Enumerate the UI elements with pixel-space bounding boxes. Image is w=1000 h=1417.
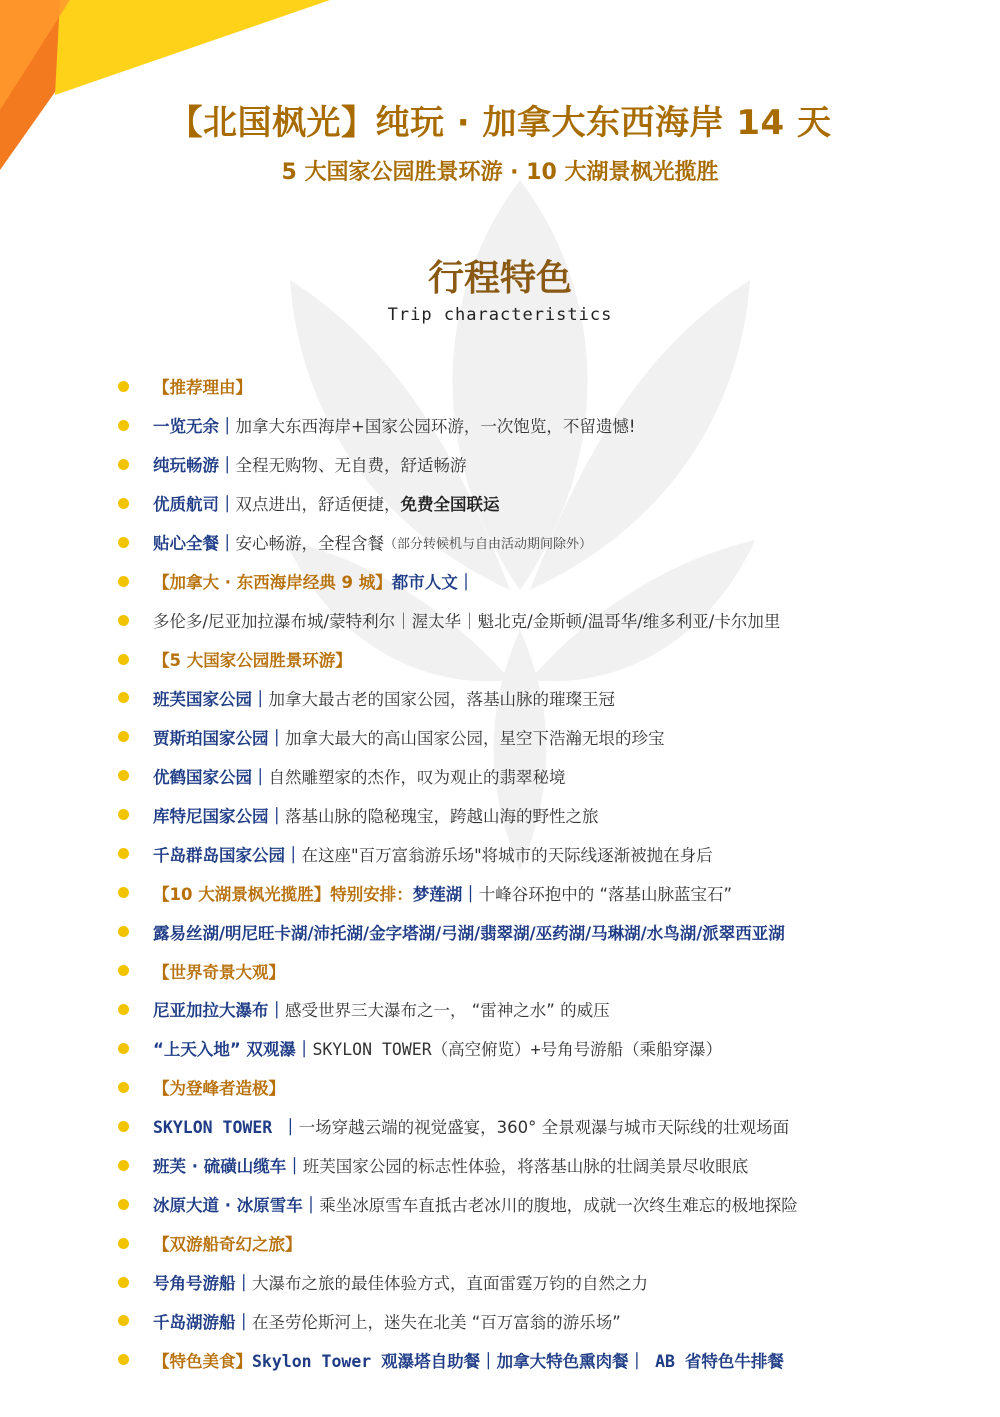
list-item bbox=[118, 951, 978, 990]
feature-label: “上天入地” 双观瀑｜ bbox=[153, 1040, 313, 1060]
feature-text: 安心畅游，全程含餐 bbox=[235, 534, 384, 554]
list-item bbox=[118, 523, 978, 562]
list-item bbox=[118, 756, 978, 795]
feature-label: 号角号游船｜ bbox=[153, 1274, 252, 1294]
bullet-icon bbox=[118, 576, 129, 587]
bullet-icon bbox=[118, 848, 129, 859]
feature-label: Skylon Tower 观瀑塔自助餐｜加拿大特色熏肉餐｜ AB 省特色牛排餐 bbox=[252, 1351, 784, 1371]
list-item bbox=[118, 1185, 978, 1224]
bullet-icon bbox=[118, 731, 129, 742]
feature-text: 全程无购物、无自费，舒适畅游 bbox=[235, 456, 467, 476]
list-item bbox=[118, 1340, 978, 1379]
feature-label: 班芙 · 硫磺山缆车｜ bbox=[153, 1157, 303, 1177]
list-item bbox=[118, 1029, 978, 1068]
feature-label: 贾斯珀国家公园｜ bbox=[153, 728, 285, 748]
list-item bbox=[118, 1224, 978, 1263]
feature-text: 加拿大东西海岸+国家公园环游，一次饱览，不留遗憾! bbox=[235, 417, 636, 437]
list-item bbox=[118, 1263, 978, 1302]
bullet-icon bbox=[118, 926, 129, 937]
feature-label: 千岛群岛国家公园｜ bbox=[153, 845, 302, 865]
bullet-icon bbox=[118, 770, 129, 781]
category-heading: 【世界奇景大观】 bbox=[153, 962, 285, 982]
list-item bbox=[118, 990, 978, 1029]
category-heading: 【为登峰者造极】 bbox=[153, 1079, 285, 1099]
list-item bbox=[118, 367, 978, 406]
category-heading: 【特色美食】 bbox=[153, 1351, 252, 1371]
feature-text: 在这座"百万富翁游乐场"将城市的天际线逐渐被抛在身后 bbox=[301, 845, 713, 865]
list-item bbox=[118, 601, 978, 640]
feature-label: 库特尼国家公园｜ bbox=[153, 806, 285, 826]
bullet-icon bbox=[118, 1238, 129, 1249]
category-heading: 【5 大国家公园胜景环游】 bbox=[153, 651, 352, 671]
bullet-icon bbox=[118, 615, 129, 626]
feature-text: 在圣劳伦斯河上，迷失在北美 “百万富翁的游乐场” bbox=[252, 1312, 621, 1332]
bullet-icon bbox=[118, 965, 129, 976]
list-item bbox=[118, 1107, 978, 1146]
bullet-icon bbox=[118, 1082, 129, 1093]
trip-features-list bbox=[118, 367, 978, 1379]
bullet-icon bbox=[118, 537, 129, 548]
feature-text: 十峰谷环抱中的 “落基山脉蓝宝石” bbox=[478, 884, 733, 904]
feature-label: 千岛湖游船｜ bbox=[153, 1312, 252, 1332]
feature-label: 贴心全餐｜ bbox=[153, 534, 236, 554]
feature-note: （部分转候机与自由活动期间除外） bbox=[384, 536, 593, 552]
bullet-icon bbox=[118, 692, 129, 703]
feature-text: 班芙国家公园的标志性体验，将落基山脉的壮阔美景尽收眼底 bbox=[302, 1157, 749, 1177]
feature-text: 大瀑布之旅的最佳体验方式，直面雷霆万钧的自然之力 bbox=[252, 1274, 648, 1294]
bullet-icon bbox=[118, 654, 129, 665]
list-item bbox=[118, 795, 978, 834]
list-item bbox=[118, 484, 978, 523]
bullet-icon bbox=[118, 809, 129, 820]
feature-label: 优质航司｜ bbox=[153, 495, 236, 515]
section-title: 行程特色 bbox=[427, 258, 572, 299]
category-heading: 【推荐理由】 bbox=[153, 378, 252, 398]
list-item bbox=[118, 873, 978, 912]
feature-text: 落基山脉的隐秘瑰宝，跨越山海的野性之旅 bbox=[285, 806, 599, 826]
feature-highlight: 免费全国联运 bbox=[400, 495, 500, 515]
list-item bbox=[118, 1146, 978, 1185]
list-item bbox=[118, 406, 978, 445]
feature-text: 加拿大最古老的国家公园，落基山脉的璀璨王冠 bbox=[268, 689, 615, 709]
section-subtitle: Trip characteristics bbox=[387, 305, 613, 325]
bullet-icon bbox=[118, 1160, 129, 1171]
feature-label: 冰原大道 · 冰原雪车｜ bbox=[153, 1196, 320, 1216]
bullet-icon bbox=[118, 1277, 129, 1288]
feature-label: 露易丝湖/明尼旺卡湖/沛托湖/金字塔湖/弓湖/翡翠湖/巫药湖/马琳湖/水鸟湖/派翠西亚湖 bbox=[153, 923, 785, 943]
list-item bbox=[118, 562, 978, 601]
bullet-icon bbox=[118, 1043, 129, 1054]
bullet-icon bbox=[118, 498, 129, 509]
category-heading: 【加拿大 · 东西海岸经典 9 城】 bbox=[153, 573, 392, 593]
feature-label: 尼亚加拉大瀑布｜ bbox=[153, 1001, 285, 1021]
bullet-icon bbox=[118, 1315, 129, 1326]
bullet-icon bbox=[118, 1121, 129, 1132]
feature-label: 梦莲湖｜ bbox=[412, 884, 479, 904]
bullet-icon bbox=[118, 381, 129, 392]
list-item bbox=[118, 1068, 978, 1107]
feature-text: 双点进出，舒适便捷， bbox=[235, 495, 401, 515]
category-heading: 【10 大湖景枫光揽胜】特别安排： bbox=[153, 884, 413, 904]
list-item bbox=[118, 640, 978, 679]
bullet-icon bbox=[118, 1199, 129, 1210]
list-item bbox=[118, 912, 978, 951]
category-heading: 【双游船奇幻之旅】 bbox=[153, 1235, 302, 1255]
list-item bbox=[118, 445, 978, 484]
list-item bbox=[118, 679, 978, 718]
list-item bbox=[118, 834, 978, 873]
feature-label: 都市人文｜ bbox=[391, 573, 475, 593]
feature-text: 一场穿越云端的视觉盛宴，360° 全景观瀑与城市天际线的壮观场面 bbox=[298, 1118, 790, 1138]
bullet-icon bbox=[118, 420, 129, 431]
feature-text: 多伦多/尼亚加拉瀑布城/蒙特利尔｜渥太华｜魁北克/金斯顿/温哥华/维多利亚/卡尔加里 bbox=[153, 612, 781, 632]
list-item bbox=[118, 1302, 978, 1341]
feature-label: 一览无余｜ bbox=[153, 417, 236, 437]
feature-text: 加拿大最大的高山国家公园，星空下浩瀚无垠的珍宝 bbox=[285, 728, 665, 748]
feature-label: 班芙国家公园｜ bbox=[153, 689, 269, 709]
list-item bbox=[118, 717, 978, 756]
feature-text: 自然雕塑家的杰作，叹为观止的翡翠秘境 bbox=[268, 767, 566, 787]
feature-text: 乘坐冰原雪车直抵古老冰川的腹地，成就一次终生难忘的极地探险 bbox=[319, 1196, 798, 1216]
feature-label: SKYLON TOWER ｜ bbox=[153, 1118, 299, 1138]
bullet-icon bbox=[118, 1004, 129, 1015]
page-subtitle: 5 大国家公园胜景环游 · 10 大湖景枫光揽胜 bbox=[281, 160, 719, 185]
bullet-icon bbox=[118, 459, 129, 470]
feature-label: 纯玩畅游｜ bbox=[153, 456, 236, 476]
bullet-icon bbox=[118, 1354, 129, 1365]
page-title: 【北国枫光】纯玩 · 加拿大东西海岸 14 天 bbox=[168, 103, 832, 143]
feature-text: 感受世界三大瀑布之一， “雷神之水” 的威压 bbox=[285, 1001, 610, 1021]
corner-decoration bbox=[0, 0, 330, 180]
bullet-icon bbox=[118, 887, 129, 898]
feature-text: SKYLON TOWER（高空俯览）+号角号游船（乘船穿瀑） bbox=[312, 1040, 723, 1060]
feature-label: 优鹤国家公园｜ bbox=[153, 767, 269, 787]
